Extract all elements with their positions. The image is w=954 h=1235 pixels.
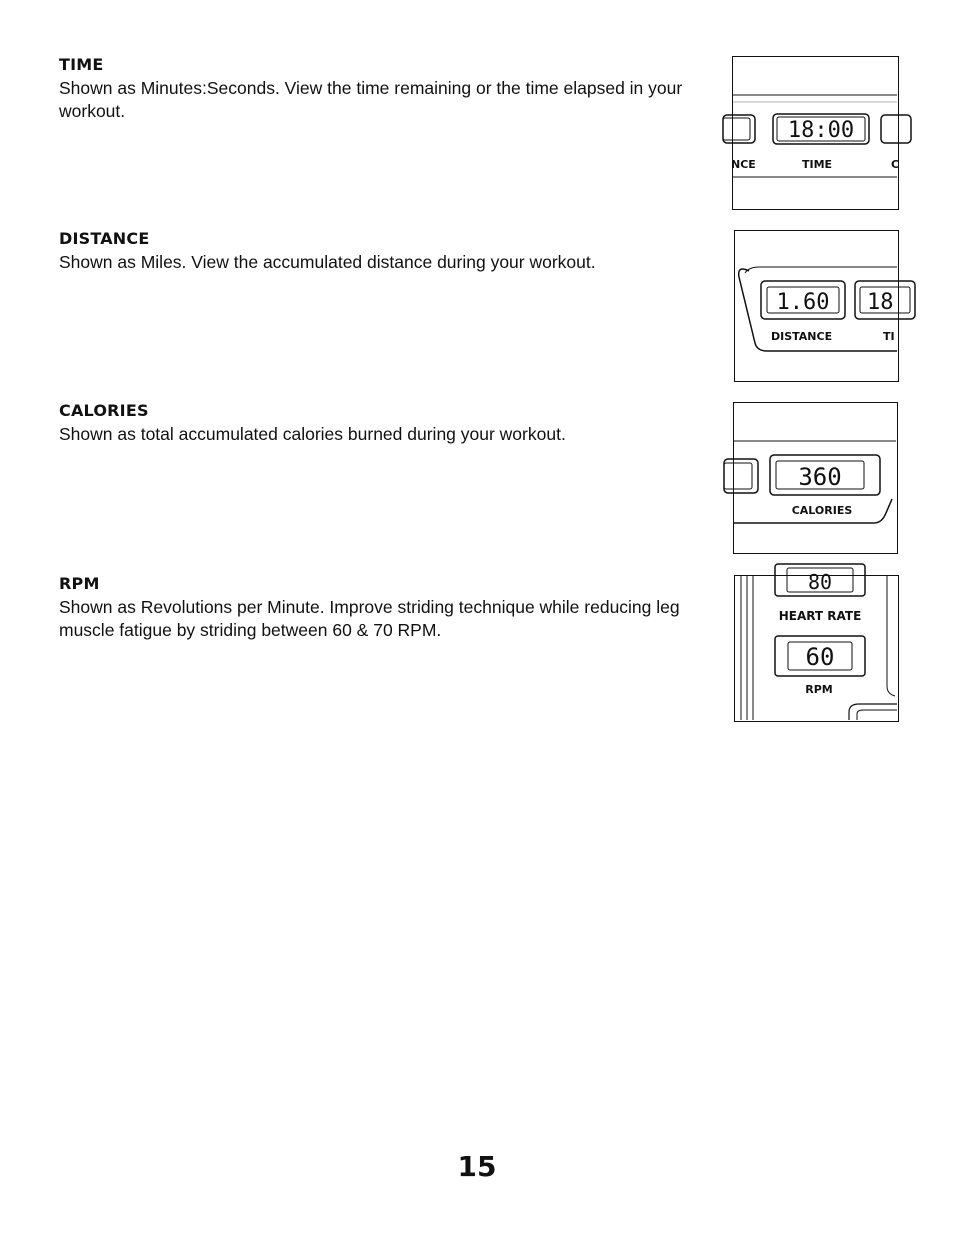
page-number: 15 xyxy=(457,1150,497,1183)
section-text: Shown as Revolutions per Minute. Improve striding technique while reducing leg muscle fatigue by striding between 60 & 70 RPM. xyxy=(59,597,680,640)
distance-label: DISTANCE xyxy=(771,330,833,343)
time-readout-partial: 18 xyxy=(867,290,894,315)
time-display-figure xyxy=(732,56,899,210)
time-readout: 18:00 xyxy=(787,118,855,143)
section-calories xyxy=(59,401,699,446)
time-label-partial: TI xyxy=(883,330,895,343)
section-rpm xyxy=(59,574,699,642)
section-text: Shown as Minutes:Seconds. View the time remaining or the time elapsed in your workout. xyxy=(59,78,683,121)
heart-rate-label: HEART RATE xyxy=(778,609,862,623)
section-heading: TIME xyxy=(59,55,104,74)
distance-label-partial: NCE xyxy=(731,158,756,171)
section-distance xyxy=(59,229,699,274)
time-display-illustration xyxy=(731,57,900,208)
section-heading: CALORIES xyxy=(59,401,149,420)
heart-rate-readout: 80 xyxy=(807,570,833,594)
section-text: Shown as Miles. View the accumulated distance during your workout. xyxy=(59,252,596,272)
time-label: TIME xyxy=(801,158,833,171)
section-heading: RPM xyxy=(59,574,100,593)
calories-label-partial: C xyxy=(891,158,900,171)
calories-readout: 360 xyxy=(798,463,842,491)
section-time xyxy=(59,55,699,123)
section-heading: DISTANCE xyxy=(59,229,150,248)
distance-display-illustration xyxy=(735,231,897,380)
rpm-display-figure xyxy=(734,570,899,722)
rpm-readout: 60 xyxy=(805,643,835,671)
distance-readout: 1.60 xyxy=(776,290,830,315)
calories-display-illustration xyxy=(734,403,896,552)
calories-label: CALORIES xyxy=(791,504,853,517)
calories-display-figure xyxy=(733,402,898,554)
distance-display-figure xyxy=(734,230,899,382)
rpm-label: RPM xyxy=(805,683,833,696)
section-text: Shown as total accumulated calories burned during your workout. xyxy=(59,424,566,444)
rpm-display-illustration xyxy=(735,570,897,720)
